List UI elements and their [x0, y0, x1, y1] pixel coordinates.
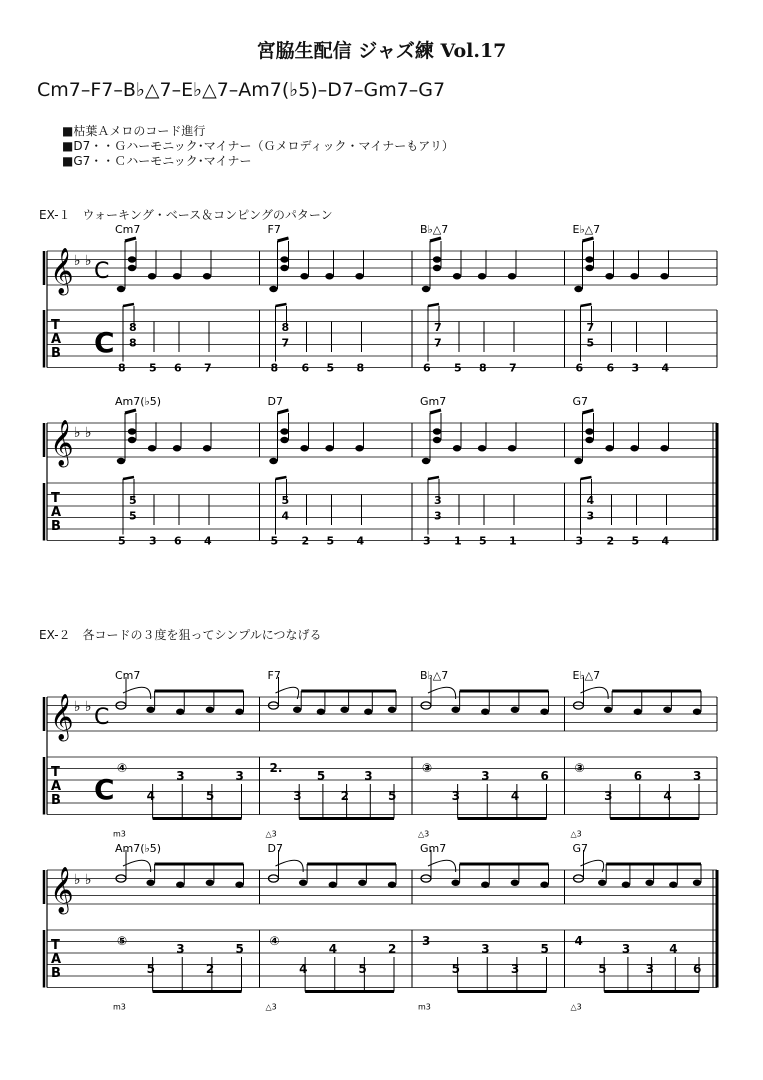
- notehead: [355, 445, 363, 451]
- tab-fret: 4: [574, 933, 583, 948]
- tab-beam: [581, 477, 592, 479]
- tab-letter: B: [51, 519, 61, 534]
- tab-fret: 5: [205, 789, 215, 803]
- tab-fret: 5: [326, 361, 335, 375]
- chord-name: Cm7: [115, 223, 141, 236]
- tab-fret: 3: [621, 942, 631, 956]
- notehead: [481, 882, 489, 888]
- chord-name: F7: [267, 669, 281, 682]
- key-signature: ♭ ♭: [74, 699, 92, 715]
- tab-fret: 2: [606, 534, 615, 548]
- beam: [278, 238, 289, 241]
- notehead: [663, 707, 671, 713]
- tab-fret: 8: [270, 361, 279, 375]
- notehead: [325, 445, 333, 451]
- notehead: [206, 707, 214, 713]
- notehead: [280, 437, 288, 443]
- notehead: [355, 273, 363, 279]
- notehead: [146, 880, 154, 886]
- notehead: [622, 882, 630, 888]
- notehead: [299, 880, 307, 886]
- tab-fret: 2: [205, 962, 215, 976]
- notehead: [669, 882, 677, 888]
- beam: [278, 410, 289, 413]
- chord-name: Am7(♭5): [115, 842, 162, 855]
- tab-fret: 2: [301, 534, 310, 548]
- notehead: [630, 445, 638, 451]
- tab-fret: ③: [422, 760, 433, 775]
- notehead: [173, 445, 181, 451]
- tab-fret: 4: [586, 494, 595, 507]
- notehead: [388, 707, 396, 713]
- tab-fret: 5: [129, 509, 137, 523]
- chord-name: D7: [267, 842, 283, 855]
- notehead: [478, 445, 486, 451]
- notehead: [660, 445, 668, 451]
- tab-fret: 6: [540, 769, 549, 783]
- tab-fret: 2: [340, 789, 349, 803]
- notehead: [148, 445, 156, 451]
- tab-fret: 4: [661, 534, 670, 548]
- tab-fret: 3: [604, 789, 613, 803]
- notehead: [176, 709, 184, 715]
- tab-fret: 4: [204, 534, 212, 548]
- tab-fret: ④: [117, 760, 128, 775]
- prog-part: –F7–: [80, 79, 123, 101]
- tab-fret: 8: [129, 321, 137, 334]
- notehead: [280, 428, 288, 434]
- notehead: [329, 882, 337, 888]
- tab-fret: 8: [281, 321, 290, 334]
- tab-fret: 3: [293, 789, 302, 803]
- note-line: ■枯葉Ａメロのコード進行: [62, 124, 206, 138]
- chord-name: Am7(♭5): [115, 395, 162, 408]
- ex2-label: EX-２ 各コードの３度を狙ってシンプルにつなげる: [39, 628, 322, 642]
- prog-part: Am7(♭5): [238, 79, 318, 101]
- tab-letter: B: [51, 793, 61, 808]
- tab-fret: 4: [281, 509, 290, 523]
- tab-fret: 7: [586, 321, 595, 334]
- notehead: [585, 265, 593, 271]
- tab-fret: 8: [356, 361, 365, 375]
- prog-part: Cm7: [37, 79, 81, 101]
- degree-label: m3: [113, 1002, 126, 1012]
- degree-label: m3: [113, 829, 126, 839]
- tab-fret: 1: [509, 534, 517, 548]
- notehead: [605, 273, 613, 279]
- tab-beam: [276, 477, 287, 479]
- tab-fret: 6: [174, 534, 182, 548]
- tab-fret: 5: [235, 942, 244, 956]
- tab-letter: B: [51, 346, 61, 361]
- tab-fret: 6: [693, 962, 702, 976]
- tab-fret: 8: [129, 336, 137, 350]
- degree-label: △3: [265, 1002, 277, 1012]
- beam: [125, 238, 136, 241]
- chord-name: F7: [267, 223, 281, 236]
- tab-fret: 5: [118, 534, 126, 548]
- time-signature: C: [94, 705, 110, 730]
- tab-fret: 5: [540, 942, 549, 956]
- beam: [583, 410, 594, 413]
- notehead: [388, 882, 396, 888]
- notehead: [598, 880, 606, 886]
- notehead: [176, 882, 184, 888]
- tab-fret: ④: [269, 933, 280, 948]
- tab-fret: 8: [118, 361, 126, 375]
- tab-fret: 5: [281, 494, 290, 507]
- notehead: [128, 256, 136, 262]
- tab-fret: 4: [146, 789, 155, 803]
- tab-fret: 4: [510, 789, 520, 803]
- notehead: [585, 428, 593, 434]
- notehead: [117, 286, 125, 292]
- notehead: [660, 273, 668, 279]
- notehead: [300, 273, 308, 279]
- tab-letter: T: [51, 491, 60, 506]
- tab-fret: 5: [146, 962, 155, 976]
- tab-fret: 5: [479, 534, 487, 548]
- notehead: [574, 458, 582, 464]
- notehead: [481, 709, 489, 715]
- notehead: [173, 273, 181, 279]
- tab-fret: ③: [574, 760, 585, 775]
- tab-beam: [428, 304, 439, 306]
- tab-beam: [428, 477, 439, 479]
- notehead: [269, 458, 277, 464]
- tab-letter: A: [51, 952, 62, 967]
- tab-fret: 6: [633, 769, 643, 783]
- notehead: [453, 273, 461, 279]
- tab-fret: 4: [356, 534, 365, 548]
- tab-fret: 6: [606, 361, 615, 375]
- tab-fret: 3: [235, 769, 244, 783]
- tab-beam: [123, 304, 134, 306]
- tab-fret: 5: [358, 962, 367, 976]
- notehead: [317, 709, 325, 715]
- key-signature: ♭ ♭: [74, 253, 92, 269]
- notehead: [508, 273, 516, 279]
- notehead: [574, 286, 582, 292]
- notehead: [453, 445, 461, 451]
- notehead: [433, 437, 441, 443]
- tab-beam: [123, 477, 134, 479]
- beam: [430, 238, 441, 241]
- tab-fret: 3: [149, 534, 157, 548]
- tab-fret: 5: [586, 336, 595, 350]
- time-signature: C: [94, 259, 110, 284]
- tab-fret: 6: [301, 361, 310, 375]
- tab-letter: A: [51, 779, 62, 794]
- tab-fret: 5: [631, 534, 640, 548]
- tab-letter: T: [51, 938, 60, 953]
- notehead: [235, 882, 243, 888]
- notehead: [540, 882, 548, 888]
- chord-name: Gm7: [420, 395, 447, 408]
- tab-beam: [581, 304, 592, 306]
- tab-letter: T: [51, 318, 60, 333]
- notehead: [117, 458, 125, 464]
- notehead: [511, 707, 519, 713]
- notehead: [422, 286, 430, 292]
- ex1-label: EX-１ ウォーキング・ベース＆コンピングのパターン: [39, 208, 333, 222]
- notehead: [206, 880, 214, 886]
- tab-fret: 5: [270, 534, 279, 548]
- tab-fret: 8: [479, 361, 487, 375]
- tab-fret: 3: [434, 494, 442, 507]
- beam: [125, 410, 136, 413]
- beam: [430, 410, 441, 413]
- tab-fret: 5: [598, 962, 607, 976]
- notehead: [645, 880, 653, 886]
- tab-fret: ⑤: [117, 933, 128, 948]
- treble-clef: 𝄞: [50, 248, 74, 294]
- chord-name: Gm7: [420, 842, 447, 855]
- tab-fret: 6: [575, 361, 584, 375]
- tab-fret: 5: [129, 494, 137, 507]
- chord-name: E♭△7: [572, 223, 601, 236]
- chord-name: G7: [572, 395, 589, 408]
- prog-part: –E♭△7–: [171, 79, 239, 101]
- notehead: [604, 707, 612, 713]
- tab-fret: 7: [434, 321, 442, 334]
- tab-fret: 7: [204, 361, 212, 375]
- tab-beam: [276, 304, 287, 306]
- treble-clef: 𝄞: [50, 867, 74, 913]
- notehead: [128, 428, 136, 434]
- notehead: [280, 265, 288, 271]
- notehead: [146, 707, 154, 713]
- notehead: [280, 256, 288, 262]
- notehead: [451, 707, 459, 713]
- tab-letter: A: [51, 332, 62, 347]
- chord-name: B♭△7: [420, 669, 449, 682]
- notehead: [630, 273, 638, 279]
- notehead: [128, 265, 136, 271]
- chord-name: B♭△7: [420, 223, 449, 236]
- tab-fret: 3: [631, 361, 640, 375]
- tab-fret: 4: [299, 962, 308, 976]
- tab-fret: 5: [451, 962, 460, 976]
- tab-fret: 5: [326, 534, 335, 548]
- tab-letter: T: [51, 765, 60, 780]
- prog-part: B♭△7: [122, 79, 172, 101]
- tab-fret: 4: [328, 942, 338, 956]
- degree-label: △3: [570, 829, 582, 839]
- tab-fret: 6: [423, 361, 431, 375]
- key-signature: ♭ ♭: [74, 425, 92, 441]
- tab-fret: 1: [454, 534, 462, 548]
- tab-time-signature: C: [94, 773, 115, 806]
- tab-fret: 5: [388, 789, 397, 803]
- degree-label: △3: [418, 829, 430, 839]
- note-line: ■D7・・Ｇハーモニック･マイナー（Ｇメロディック・マイナーもアリ）: [62, 139, 454, 153]
- notehead: [693, 880, 701, 886]
- tab-fret: 4: [661, 361, 670, 375]
- tab-fret: 3: [481, 769, 490, 783]
- notehead: [325, 273, 333, 279]
- tab-letter: B: [51, 966, 61, 981]
- notehead: [693, 709, 701, 715]
- note-line: ■G7・・Ｃハーモニック･マイナー: [62, 154, 252, 168]
- notehead: [203, 445, 211, 451]
- notehead: [433, 428, 441, 434]
- tab-fret: 3: [693, 769, 702, 783]
- notehead: [148, 273, 156, 279]
- tab-fret: 3: [176, 769, 185, 783]
- notehead: [508, 445, 516, 451]
- notehead: [293, 707, 301, 713]
- tab-fret: 2.: [269, 760, 283, 775]
- tab-fret: 3: [423, 534, 431, 548]
- tab-fret: 5: [316, 769, 326, 783]
- chord-name: Cm7: [115, 669, 141, 682]
- tab-fret: 2: [388, 942, 397, 956]
- notehead: [451, 880, 459, 886]
- tab-fret: 4: [669, 942, 678, 956]
- tab-fret: 3: [586, 509, 595, 523]
- notehead: [585, 437, 593, 443]
- degree-label: △3: [570, 1002, 582, 1012]
- tab-fret: 5: [454, 361, 462, 375]
- notehead: [433, 256, 441, 262]
- notehead: [634, 709, 642, 715]
- notehead: [128, 437, 136, 443]
- notehead: [585, 256, 593, 262]
- degree-label: △3: [265, 829, 277, 839]
- notehead: [203, 273, 211, 279]
- tab-fret: 4: [663, 789, 672, 803]
- tab-fret: 3: [645, 962, 654, 976]
- treble-clef: 𝄞: [50, 694, 74, 740]
- notehead: [478, 273, 486, 279]
- tab-fret: 3: [176, 942, 185, 956]
- notehead: [235, 709, 243, 715]
- beam: [583, 238, 594, 241]
- degree-label: m3: [418, 1002, 431, 1012]
- treble-clef: 𝄞: [50, 420, 74, 466]
- notehead: [433, 265, 441, 271]
- chord-name: G7: [572, 842, 589, 855]
- tab-letter: A: [51, 505, 62, 520]
- notehead: [269, 286, 277, 292]
- key-signature: ♭ ♭: [74, 872, 92, 888]
- tab-fret: 5: [149, 361, 157, 375]
- tab-fret: 3: [434, 509, 442, 523]
- tab-fret: 3: [510, 962, 520, 976]
- notehead: [358, 880, 366, 886]
- tab-fret: 3: [364, 769, 373, 783]
- chord-name: D7: [267, 395, 283, 408]
- page-title: 宮脇生配信 ジャズ練 Vol.17: [256, 40, 507, 62]
- tab-time-signature: C: [94, 326, 115, 359]
- notehead: [540, 709, 548, 715]
- notehead: [364, 709, 372, 715]
- notehead: [511, 880, 519, 886]
- tab-fret: 3: [575, 534, 584, 548]
- tab-fret: 6: [174, 361, 182, 375]
- tab-fret: 3: [422, 933, 431, 948]
- chord-name: E♭△7: [572, 669, 601, 682]
- notehead: [605, 445, 613, 451]
- notehead: [300, 445, 308, 451]
- tab-fret: 7: [434, 336, 442, 350]
- tab-fret: 3: [451, 789, 460, 803]
- tab-fret: 7: [509, 361, 517, 375]
- notehead: [422, 458, 430, 464]
- tab-fret: 3: [481, 942, 490, 956]
- prog-part: –D7–Gm7–G7: [317, 79, 446, 101]
- notehead: [340, 707, 348, 713]
- tab-fret: 7: [281, 336, 290, 350]
